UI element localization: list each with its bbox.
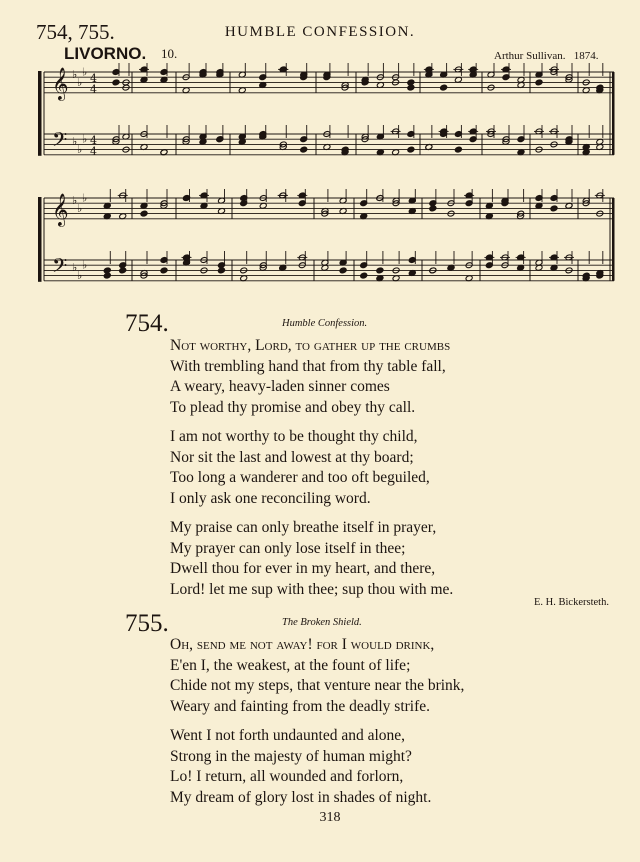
verse-line: Lo! I return, all wounded and forlorn, xyxy=(170,768,404,785)
verse-line: To plead thy promise and obey thy call. xyxy=(170,398,416,416)
bass-clef-icon: 𝄢 xyxy=(52,128,68,156)
tune-meter: 10. xyxy=(161,46,178,61)
tune-name: LIVORNO. xyxy=(64,44,147,63)
flat-sign-icon: ♭ xyxy=(72,68,78,81)
flat-sign-icon: ♭ xyxy=(82,191,88,205)
verse-line: Too long a wanderer and too oft beguiled, xyxy=(170,469,430,486)
system-bracket xyxy=(38,71,42,156)
note-head xyxy=(112,79,120,86)
flat-sign-icon: ♭ xyxy=(82,132,88,146)
verse-line: Weary and fainting from the deadly strife. xyxy=(170,697,431,715)
hymn-heading-755: The Broken Shield. xyxy=(282,617,362,628)
verse-line: My praise can only breathe itself in prayer, xyxy=(170,519,437,536)
flat-sign-icon: ♭ xyxy=(82,65,88,79)
flat-sign-icon: ♭ xyxy=(77,201,83,215)
note-head xyxy=(407,146,415,153)
verse-line: Nor sit the last and lowest at thy board; xyxy=(170,448,414,466)
page-number: 318 xyxy=(319,810,341,825)
flat-sign-icon: ♭ xyxy=(72,261,78,275)
tune-composer xyxy=(494,50,599,62)
bass-clef-icon: 𝄢 xyxy=(52,254,68,282)
flat-sign-icon: ♭ xyxy=(72,194,78,207)
note-head xyxy=(454,146,462,153)
time-signature-bottom: 4 xyxy=(90,145,97,158)
verse-line: Went I not forth undaunted and alone, xyxy=(170,727,406,744)
final-barline-thick xyxy=(612,198,615,281)
verse-line: With trembling hand that from thy table fall, xyxy=(170,357,446,375)
verse-line: Dwell thou for ever in my heart, and there, xyxy=(170,560,436,577)
hymn-number-755: 755. xyxy=(125,610,169,637)
time-signature-top: 4 xyxy=(90,134,97,147)
verse-line-text: Not worthy, Lord, to gather up the crumbs xyxy=(170,337,451,354)
treble-clef-icon: 𝄞 xyxy=(52,67,69,100)
flat-sign-icon: ♭ xyxy=(72,135,78,149)
note-head xyxy=(440,84,448,91)
note-head xyxy=(140,210,148,217)
note-head xyxy=(550,205,558,212)
music-score xyxy=(36,62,620,308)
hymn-754-stanza-1 xyxy=(170,336,450,418)
verse-line: I only ask one reconciling word. xyxy=(170,489,371,507)
note-head xyxy=(376,267,384,274)
time-signature-top: 4 xyxy=(90,72,97,85)
verse-line: Lord! let me sup with thee; sup thou with me. xyxy=(170,580,454,598)
final-barline-thick xyxy=(612,72,615,155)
verse-line xyxy=(170,635,464,656)
flat-sign-icon: ♭ xyxy=(77,75,83,89)
hymn-number-754: 754. xyxy=(125,310,169,337)
hymn-numbers-header: 754, 755. xyxy=(36,20,115,44)
verse-line: I am not worthy to be thought thy child, xyxy=(170,428,418,445)
hymn-heading-754: Humble Confession. xyxy=(282,318,368,329)
composer-name: Arthur Sullivan. xyxy=(494,50,566,62)
verse-line-text: Oh, send me not away! for I would drink, xyxy=(170,636,435,653)
system-bracket xyxy=(38,197,42,282)
note-head xyxy=(300,146,308,153)
hymn-755-stanza-1 xyxy=(170,635,464,717)
note-head xyxy=(339,267,347,274)
hymn-author: E. H. Bickersteth. xyxy=(534,597,609,608)
note-head xyxy=(360,272,368,279)
time-signature-bottom: 4 xyxy=(90,83,97,96)
verse-line: My dream of glory lost in shades of night. xyxy=(170,788,432,806)
flat-sign-icon: ♭ xyxy=(77,269,83,282)
note-head xyxy=(407,79,415,86)
note-head xyxy=(103,272,111,279)
verse-line xyxy=(170,336,450,357)
verse-line: Chide not my steps, that venture near the brink, xyxy=(170,677,465,694)
verse-line: Strong in the majesty of human might? xyxy=(170,747,412,765)
hymn-754-stanza-2 xyxy=(170,427,430,509)
treble-clef-icon: 𝄞 xyxy=(52,193,69,226)
verse-line: My prayer can only lose itself in thee; xyxy=(170,539,406,557)
flat-sign-icon: ♭ xyxy=(82,258,88,272)
verse-line: E'en I, the weakest, at the fount of life; xyxy=(170,656,411,674)
note-head xyxy=(535,79,543,86)
note-head xyxy=(160,267,168,274)
page-title: HUMBLE CONFESSION. xyxy=(224,24,416,40)
hymn-754-stanza-3 xyxy=(170,518,453,600)
verse-line: A weary, heavy-laden sinner comes xyxy=(170,378,390,395)
flat-sign-icon: ♭ xyxy=(77,143,83,156)
composer-year: 1874. xyxy=(573,50,599,62)
hymn-755-stanza-2 xyxy=(170,726,431,808)
